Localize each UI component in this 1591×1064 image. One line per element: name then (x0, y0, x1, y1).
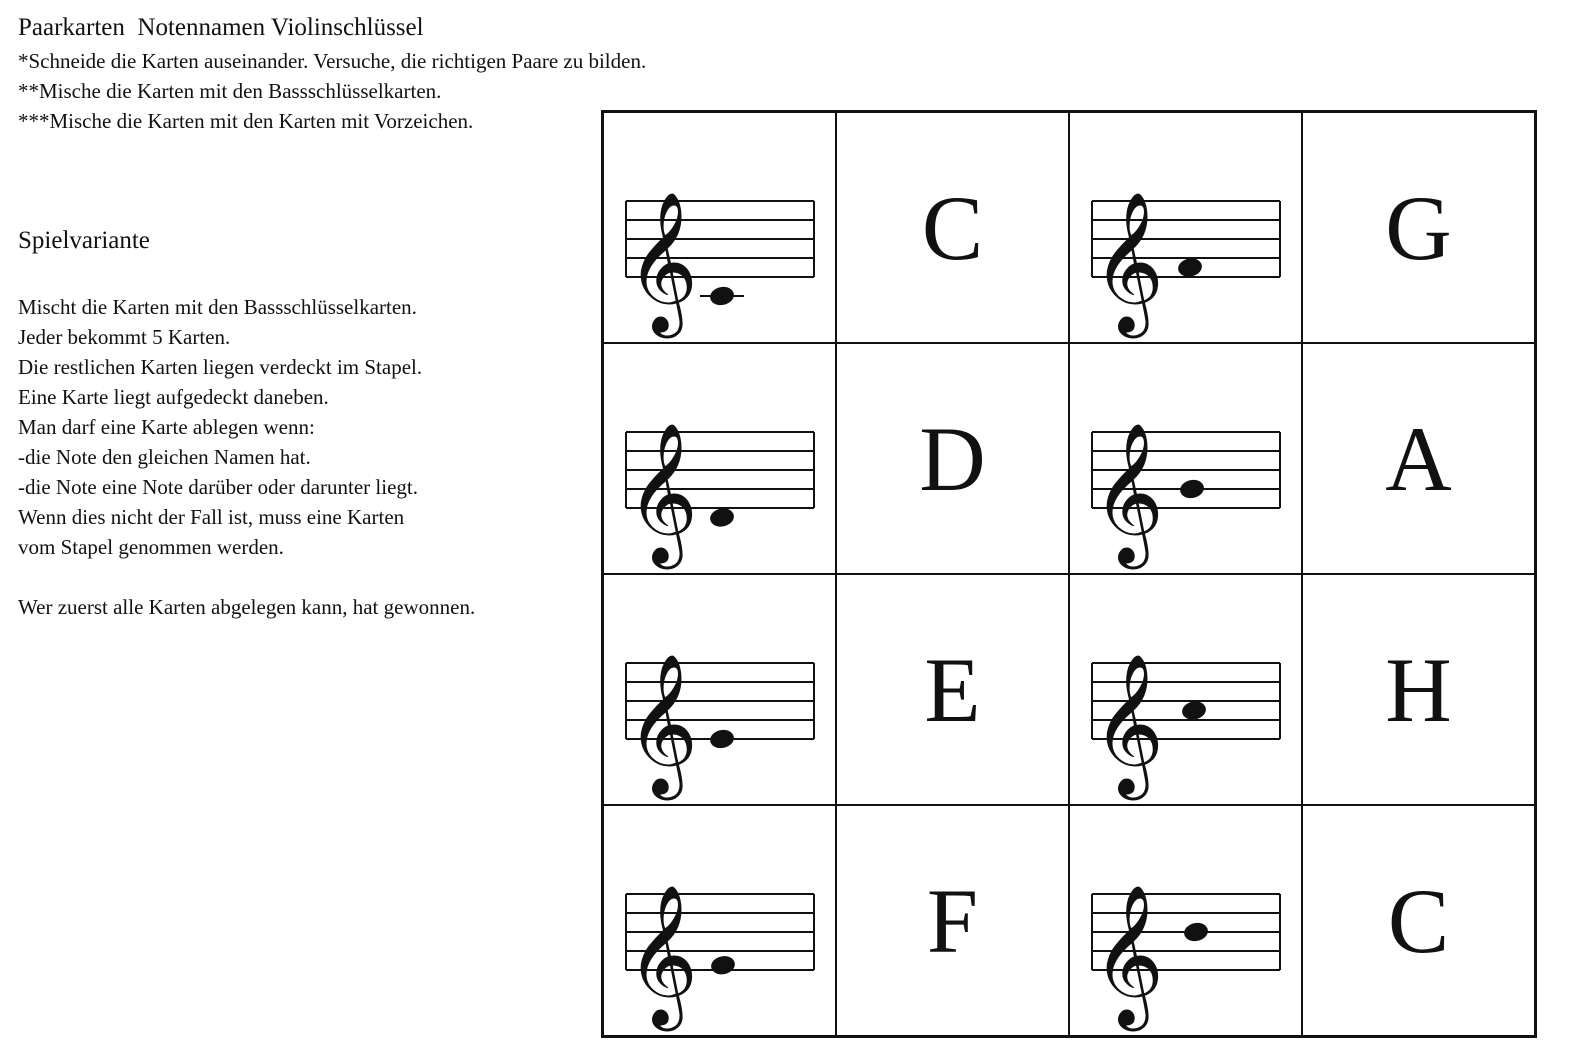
rule-line: -die Note den gleichen Namen hat. (18, 445, 311, 469)
note-head-icon (708, 285, 735, 308)
letter-card (836, 343, 1069, 574)
staff (1080, 575, 1294, 805)
rule-line: Wenn dies nicht der Fall ist, muss eine Karten (18, 505, 405, 529)
treble-clef-icon: 𝄞 (626, 883, 699, 1025)
staff (614, 806, 828, 1036)
letter-card (836, 805, 1069, 1036)
note-letter: C (921, 176, 984, 279)
page-title: Paarkarten Notennamen Violinschlüssel (18, 14, 424, 41)
staff (614, 344, 828, 574)
note-letter: F (926, 869, 979, 972)
note-head-icon (1180, 699, 1207, 722)
game-rules (18, 292, 475, 622)
note-letter: H (1385, 638, 1452, 741)
note-head-icon (1176, 256, 1203, 279)
treble-clef-icon: 𝄞 (1092, 421, 1165, 563)
note-head-icon (709, 954, 736, 977)
staff (614, 575, 828, 805)
treble-clef-icon: 𝄞 (626, 652, 699, 794)
rule-line: vom Stapel genommen werden. (18, 535, 284, 559)
staff (1080, 806, 1294, 1036)
note-card (603, 343, 836, 574)
letter-card (836, 574, 1069, 805)
note-card (1069, 805, 1302, 1036)
note-card (1069, 112, 1302, 343)
note-letter: A (1385, 407, 1452, 510)
rule-line: Wer zuerst alle Karten abgelegen kann, hat gewonnen. (18, 595, 476, 619)
rule-spacer (18, 562, 475, 592)
instruction-line: **Mische die Karten mit den Bassschlüsselkarten. (18, 79, 442, 103)
rule-line: Jeder bekommt 5 Karten. (18, 325, 231, 349)
instruction-line: ***Mische die Karten mit den Karten mit Vorzeichen. (18, 109, 474, 133)
rule-line: Eine Karte liegt aufgedeckt daneben. (18, 385, 329, 409)
note-head-icon (1178, 478, 1205, 501)
note-head-icon (708, 506, 735, 529)
card-grid (601, 110, 1537, 1038)
treble-clef-icon: 𝄞 (626, 421, 699, 563)
note-letter: E (924, 638, 981, 741)
instructions (18, 46, 646, 136)
note-card (603, 805, 836, 1036)
treble-clef-icon: 𝄞 (1092, 652, 1165, 794)
note-card (1069, 574, 1302, 805)
treble-clef-icon: 𝄞 (1092, 190, 1165, 332)
treble-clef-icon: 𝄞 (1092, 883, 1165, 1025)
treble-clef-icon: 𝄞 (626, 190, 699, 332)
note-letter: D (919, 407, 986, 510)
note-card (603, 112, 836, 343)
instruction-line: *Schneide die Karten auseinander. Versuche, die richtigen Paare zu bilden. (18, 49, 647, 73)
rule-line: Man darf eine Karte ablegen wenn: (18, 415, 315, 439)
note-card (1069, 343, 1302, 574)
staff (1080, 113, 1294, 343)
letter-card (1302, 805, 1535, 1036)
letter-card (1302, 343, 1535, 574)
note-head-icon (1182, 921, 1209, 944)
letter-card (1302, 574, 1535, 805)
rule-line: Die restlichen Karten liegen verdeckt im Stapel. (18, 355, 423, 379)
letter-card (836, 112, 1069, 343)
rule-line: Mischt die Karten mit den Bassschlüsselkarten. (18, 295, 417, 319)
letter-card (1302, 112, 1535, 343)
staff (1080, 344, 1294, 574)
variant-heading: Spielvariante (18, 227, 150, 254)
note-head-icon (708, 728, 735, 751)
staff (614, 113, 828, 343)
note-letter: G (1385, 176, 1452, 279)
note-card (603, 574, 836, 805)
rule-line: -die Note eine Note darüber oder darunter liegt. (18, 475, 418, 499)
note-letter: C (1387, 869, 1450, 972)
